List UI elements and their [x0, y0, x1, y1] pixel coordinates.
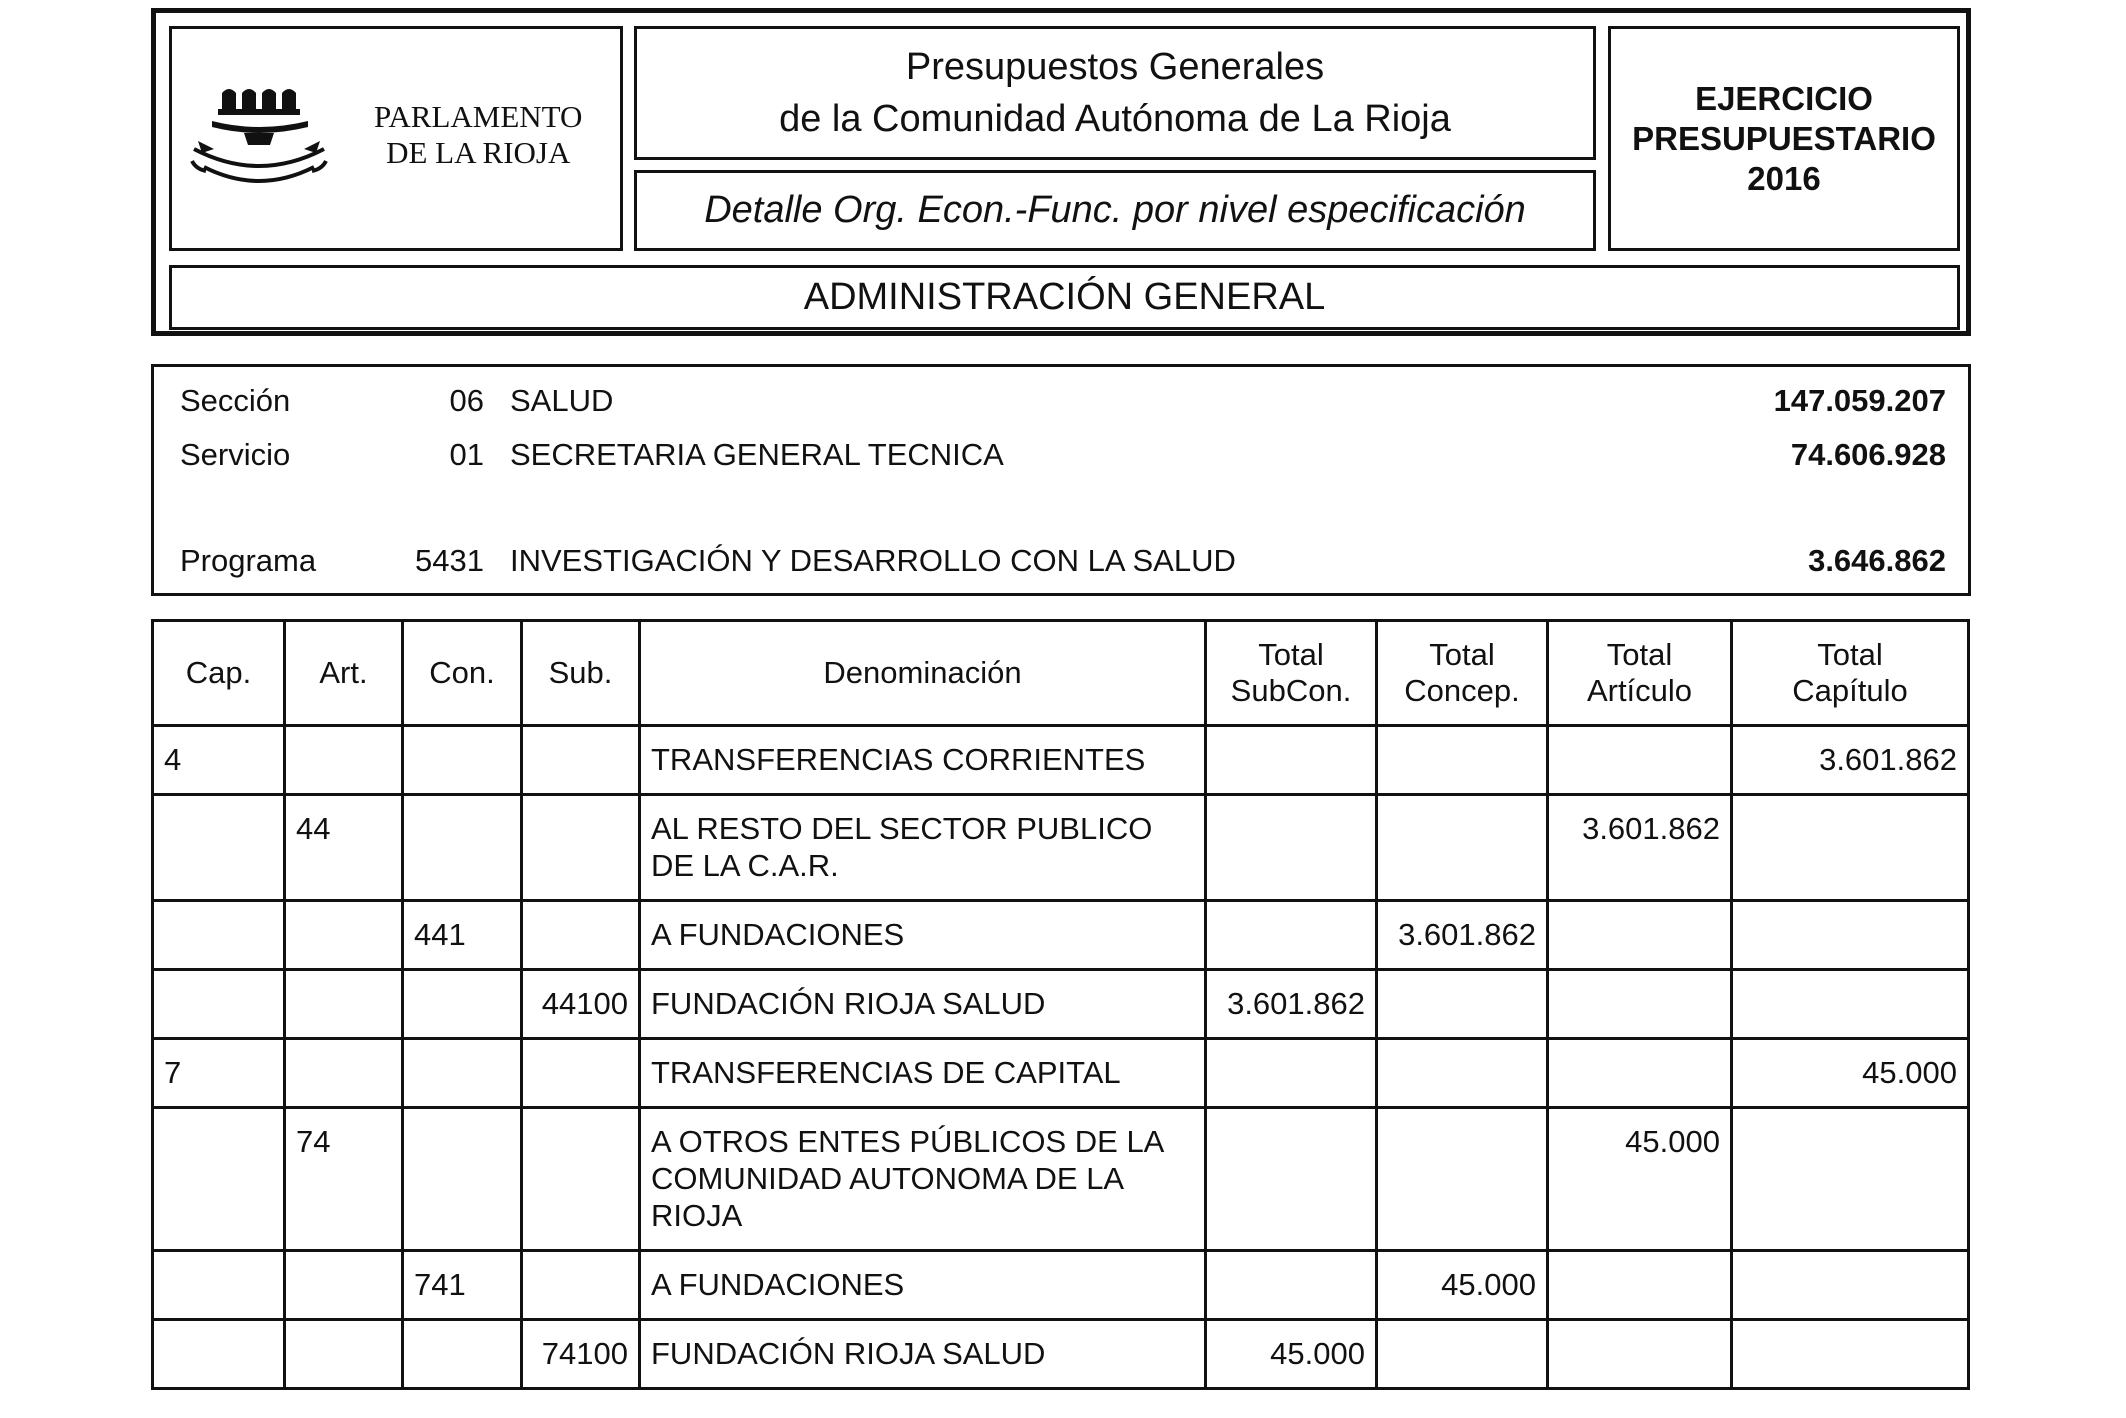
cell-total-concep: 45.000: [1377, 1251, 1548, 1320]
servicio-code: 01: [449, 437, 484, 472]
table-row: [153, 1039, 1969, 1108]
servicio-label: Servicio: [180, 437, 291, 472]
cell-denominacion: TRANSFERENCIAS CORRIENTES: [640, 726, 1206, 795]
seccion-code: 06: [449, 383, 484, 418]
fiscal-year-label-2: PRESUPUESTARIO: [1632, 119, 1936, 157]
cell-cap: [153, 795, 285, 901]
section-banner-text: ADMINISTRACIÓN GENERAL: [803, 276, 1326, 318]
table-row: [153, 726, 1969, 795]
cell-total-concep: [1377, 1320, 1548, 1389]
cell-total-articulo: [1548, 726, 1732, 795]
fiscal-year-label-1: EJERCICIO: [1695, 79, 1873, 117]
cell-total-subcon: [1206, 795, 1377, 901]
cell-total-capitulo: 45.000: [1732, 1039, 1969, 1108]
cell-sub: [522, 1251, 640, 1320]
programa-name: INVESTIGACIÓN Y DESARROLLO CON LA SALUD: [510, 543, 1236, 578]
cell-art: [285, 1251, 403, 1320]
cell-total-concep: 3.601.862: [1377, 901, 1548, 970]
cell-denominacion: AL RESTO DEL SECTOR PUBLICO DE LA C.A.R.: [640, 795, 1206, 901]
cell-denominacion: A OTROS ENTES PÚBLICOS DE LA COMUNIDAD AUTONOMA DE LA RIOJA: [640, 1108, 1206, 1251]
cell-sub: [522, 726, 640, 795]
programa-code: 5431: [415, 543, 484, 578]
header-cap: Cap.: [153, 621, 285, 726]
cell-cap: 4: [153, 726, 285, 795]
programa-row: [154, 543, 1968, 587]
programa-label: Programa: [180, 543, 317, 578]
header-total-concep-line-2: Concep.: [1404, 673, 1520, 708]
cell-con: [403, 726, 522, 795]
cell-denominacion: FUNDACIÓN RIOJA SALUD: [640, 970, 1206, 1039]
cell-cap: [153, 901, 285, 970]
cell-cap: 7: [153, 1039, 285, 1108]
cell-total-subcon: [1206, 1251, 1377, 1320]
cell-denominacion: FUNDACIÓN RIOJA SALUD: [640, 1320, 1206, 1389]
cell-total-concep: [1377, 1108, 1548, 1251]
cell-total-capitulo: [1732, 795, 1969, 901]
cell-art: [285, 1320, 403, 1389]
header-total-capitulo-line-1: Total: [1817, 637, 1883, 672]
cell-total-capitulo: 3.601.862: [1732, 726, 1969, 795]
cell-sub: [522, 795, 640, 901]
header-denominacion: Denominación: [640, 621, 1206, 726]
document-title-line-1: Presupuestos Generales: [905, 46, 1325, 88]
cell-sub: [522, 1108, 640, 1251]
table-header-row: [153, 621, 1969, 726]
cell-art: 74: [285, 1108, 403, 1251]
document-header: [151, 8, 1971, 336]
cell-total-articulo: 45.000: [1548, 1108, 1732, 1251]
cell-total-capitulo: [1732, 1108, 1969, 1251]
header-total-articulo-line-2: Artículo: [1586, 673, 1693, 708]
servicio-amount: 74.606.928: [1790, 437, 1946, 472]
cell-total-capitulo: [1732, 901, 1969, 970]
cell-total-articulo: [1548, 970, 1732, 1039]
cell-total-concep: [1377, 1039, 1548, 1108]
cell-cap: [153, 1251, 285, 1320]
seccion-row: [154, 383, 1968, 427]
parliament-logo-icon: [184, 71, 364, 211]
org-name-line-1: PARLAMENTO: [374, 99, 583, 134]
cell-total-articulo: 3.601.862: [1548, 795, 1732, 901]
table-row: [153, 795, 1969, 901]
cell-art: 44: [285, 795, 403, 901]
seccion-label: Sección: [180, 383, 291, 418]
cell-art: [285, 1039, 403, 1108]
cell-total-subcon: [1206, 901, 1377, 970]
table-row: [153, 1320, 1969, 1389]
header-total-articulo-line-1: Total: [1606, 637, 1673, 672]
seccion-name: SALUD: [510, 383, 614, 418]
header-total-subcon-line-1: Total: [1258, 637, 1324, 672]
cell-total-subcon: [1206, 1108, 1377, 1251]
cell-con: 741: [403, 1251, 522, 1320]
cell-art: [285, 901, 403, 970]
cell-total-concep: [1377, 970, 1548, 1039]
section-banner: [169, 265, 1960, 330]
cell-con: [403, 1320, 522, 1389]
table-row: [153, 970, 1969, 1039]
organization-name: [374, 99, 582, 171]
cell-total-subcon: 3.601.862: [1206, 970, 1377, 1039]
cell-sub: 74100: [522, 1320, 640, 1389]
table-row: [153, 1108, 1969, 1251]
cell-con: [403, 1039, 522, 1108]
cell-sub: [522, 1039, 640, 1108]
header-sub: Sub.: [522, 621, 640, 726]
cell-cap: [153, 1108, 285, 1251]
budget-classification-box: [151, 364, 1971, 596]
cell-art: [285, 970, 403, 1039]
header-total-capitulo: [1732, 621, 1969, 726]
cell-total-capitulo: [1732, 1320, 1969, 1389]
header-total-subcon-line-2: SubCon.: [1230, 673, 1352, 708]
cell-con: [403, 970, 522, 1039]
cell-art: [285, 726, 403, 795]
cell-denominacion: A FUNDACIONES: [640, 1251, 1206, 1320]
programa-amount: 3.646.862: [1808, 543, 1946, 578]
header-total-concep: [1377, 621, 1548, 726]
cell-cap: [153, 970, 285, 1039]
title-panel: [634, 26, 1596, 160]
cell-con: 441: [403, 901, 522, 970]
header-total-articulo: [1548, 621, 1732, 726]
cell-con: [403, 1108, 522, 1251]
table-row: [153, 1251, 1969, 1320]
org-name-line-2: DE LA RIOJA: [386, 135, 571, 170]
cell-denominacion: TRANSFERENCIAS DE CAPITAL: [640, 1039, 1206, 1108]
cell-total-articulo: [1548, 1039, 1732, 1108]
logo-panel: [169, 26, 623, 251]
cell-total-subcon: 45.000: [1206, 1320, 1377, 1389]
subtitle-panel: [634, 170, 1596, 251]
header-total-concep-line-1: Total: [1429, 637, 1495, 672]
cell-sub: [522, 901, 640, 970]
fiscal-year-panel: [1608, 26, 1960, 251]
servicio-name: SECRETARIA GENERAL TECNICA: [510, 437, 1004, 472]
document-title-line-2: de la Comunidad Autónoma de La Rioja: [779, 98, 1451, 140]
cell-total-subcon: [1206, 1039, 1377, 1108]
budget-detail-table: [151, 619, 1970, 1390]
cell-total-capitulo: [1732, 1251, 1969, 1320]
cell-total-articulo: [1548, 1251, 1732, 1320]
cell-total-concep: [1377, 726, 1548, 795]
cell-total-capitulo: [1732, 970, 1969, 1039]
header-total-subcon: [1206, 621, 1377, 726]
header-art: Art.: [285, 621, 403, 726]
cell-total-articulo: [1548, 901, 1732, 970]
table-row: [153, 901, 1969, 970]
header-con: Con.: [403, 621, 522, 726]
header-total-capitulo-line-2: Capítulo: [1792, 673, 1908, 708]
servicio-row: [154, 437, 1968, 481]
seccion-amount: 147.059.207: [1773, 383, 1946, 418]
cell-con: [403, 795, 522, 901]
fiscal-year-value: 2016: [1747, 159, 1821, 197]
document-subtitle: Detalle Org. Econ.-Func. por nivel especificación: [704, 189, 1526, 231]
cell-total-concep: [1377, 795, 1548, 901]
cell-total-articulo: [1548, 1320, 1732, 1389]
cell-cap: [153, 1320, 285, 1389]
cell-total-subcon: [1206, 726, 1377, 795]
cell-denominacion: A FUNDACIONES: [640, 901, 1206, 970]
cell-sub: 44100: [522, 970, 640, 1039]
